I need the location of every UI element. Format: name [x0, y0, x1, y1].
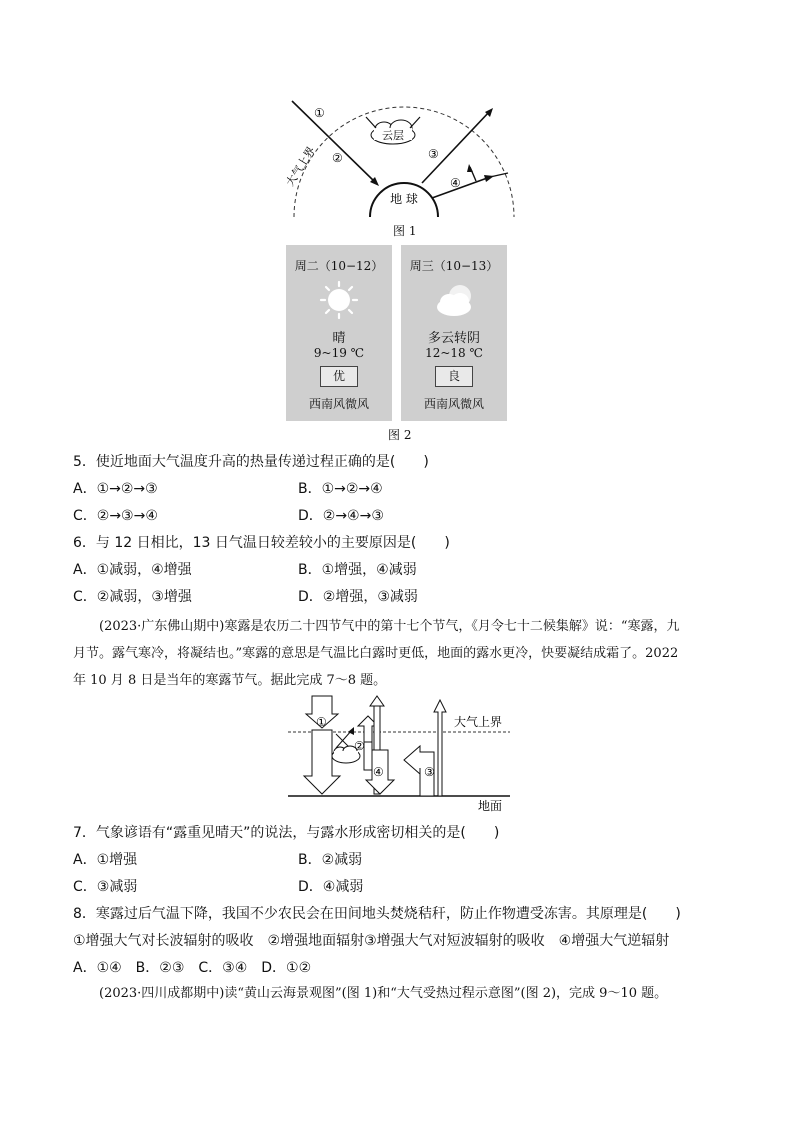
q5-option-c: C．②→③→④: [73, 508, 158, 524]
card-temp: 12~18 ℃: [425, 346, 483, 360]
question-8-stem: 8．寒露过后气温下降，我国不少农民会在田间地头焚烧秸秆，防止作物遭受冻害。其原理是( ): [73, 906, 681, 922]
q8-items: ①增强大气对长波辐射的吸收 ②增强地面辐射③增强大气对短波辐射的吸收 ④增强大气逆辐射: [73, 933, 670, 949]
card-weather: 晴: [332, 331, 346, 346]
q7-option-d: D．④减弱: [298, 879, 364, 895]
q7-option-a: A．①增强: [73, 852, 138, 868]
q7-option-c: C．③减弱: [73, 879, 138, 895]
q5-option-d: D．②→④→③: [298, 508, 384, 524]
card-air-quality: 优: [320, 366, 358, 387]
arrow-label-4: ④: [450, 176, 461, 190]
figure-2-caption: 图 2: [388, 428, 412, 442]
figure-1-diagram: [280, 95, 530, 225]
cloud-label: 云层: [382, 129, 404, 142]
atmosphere-label: 大气上界: [283, 144, 318, 189]
q6-option-d: D．②增强，③减弱: [298, 589, 418, 605]
weather-card-wednesday: [401, 245, 507, 421]
q8-options: A．①④ B．②③ C．③④ D．①②: [73, 960, 312, 976]
arrow-label-3: ③: [428, 147, 439, 161]
card-title: 周二（10−12）: [294, 259, 384, 273]
cloud-sun-icon: [434, 280, 478, 320]
arrow-label-2: ②: [332, 151, 343, 165]
figure-3-diagram: [288, 690, 518, 814]
passage-line-2: 月节。露气寒冷，将凝结也。”寒露的意思是气温比白露时更低，地面的露水更冷，快要凝结成霜了。2022: [73, 646, 679, 661]
q7-option-b: B．②减弱: [298, 852, 363, 868]
q6-option-a: A．①减弱，④增强: [73, 562, 192, 578]
passage-line-3: 年 10 月 8 日是当年的寒露节气。据此完成 7～8 题。: [73, 673, 387, 688]
card-temp: 9~19 ℃: [313, 346, 365, 360]
ground-label: 地面: [478, 799, 503, 813]
arrow-label-4: ④: [373, 765, 384, 779]
q5-option-a: A．①→②→③: [73, 481, 158, 497]
figure-1-caption: 图 1: [393, 224, 417, 238]
arrow-label-3: ③: [424, 765, 435, 779]
card-wind: 西南风微风: [423, 397, 484, 411]
q6-option-c: C．②减弱，③增强: [73, 589, 192, 605]
card-title: 周三（10−13）: [409, 259, 499, 273]
passage-huangshan: [73, 980, 723, 1007]
arrow-label-1: ①: [314, 106, 325, 120]
atmosphere-label: 大气上界: [454, 715, 503, 729]
question-5-stem: 5．使近地面大气温度升高的热量传递过程正确的是( ): [73, 454, 429, 470]
card-wind: 西南风微风: [308, 397, 369, 411]
earth-label: 地 球: [390, 192, 418, 206]
arrow-label-1: ①: [316, 715, 327, 729]
card-air-quality: 良: [435, 366, 473, 387]
q6-option-b: B．①增强，④减弱: [298, 562, 417, 578]
question-7-stem: 7．气象谚语有“露重见晴天”的说法，与露水形成密切相关的是( ): [73, 825, 500, 841]
passage-hanlu: [73, 613, 723, 694]
passage-line-1: (2023·广东佛山期中)寒露是农历二十四节气中的第十七个节气，《月令七十二候集解》说：“寒露，九: [99, 619, 680, 634]
question-6-stem: 6．与 12 日相比，13 日气温日较差较小的主要原因是( ): [73, 535, 450, 551]
arrow-label-2: ②: [354, 739, 365, 753]
weather-card-tuesday: [286, 245, 392, 421]
passage-2-line-1: (2023·四川成都期中)读“黄山云海景观图”(图 1)和“大气受热过程示意图”(图 2)，完成 9～10 题。: [99, 986, 668, 1001]
sun-icon: [319, 280, 359, 320]
card-weather: 多云转阴: [427, 331, 480, 346]
q5-option-b: B．①→②→④: [298, 481, 383, 497]
